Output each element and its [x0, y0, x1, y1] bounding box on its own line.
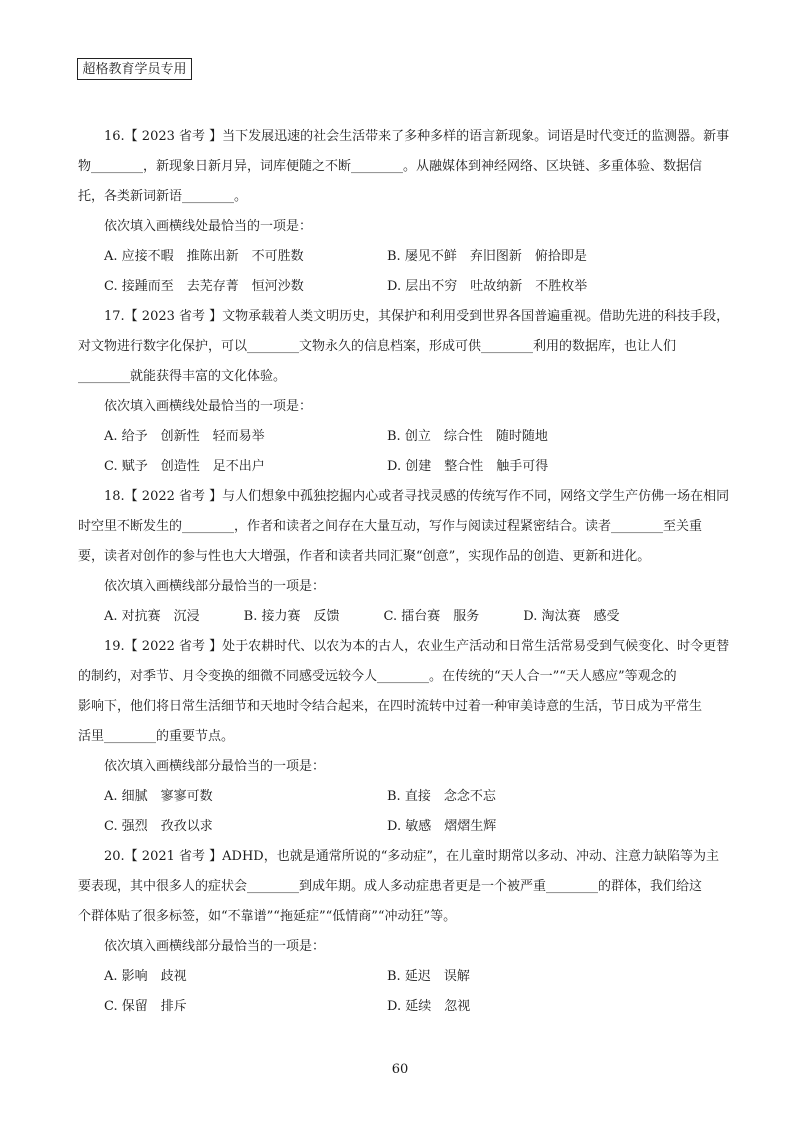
- page-number: 60: [391, 1062, 409, 1077]
- option-a: A. 细腻 寥寥可数: [104, 789, 213, 804]
- option-b: B. 接力赛 反馈: [243, 609, 340, 624]
- question-text-line: 托，各类新词新语________。: [78, 189, 248, 204]
- option-a: A. 给予 创新性 轻而易举: [104, 429, 265, 444]
- question-text-line: 时空里不断发生的________，作者和读者之间存在大量互动，写作与阅读过程紧密结合。读者________至关重: [78, 519, 703, 534]
- option-c: C. 保留 排斥: [104, 999, 187, 1014]
- option-c: C. 赋予 创造性 足不出户: [104, 459, 265, 474]
- option-a: A. 应接不暇 推陈出新 不可胜数: [104, 249, 304, 264]
- question-text-line: 18.【 2022 省考 】与人们想象中孤独挖掘内心或者寻找灵感的传统写作不同，网络文学生产仿佛一场在相同: [104, 489, 730, 504]
- question-text-line: 16.【 2023 省考 】当下发展迅速的社会生活带来了多种多样的语言新现象。词语是时代变迁的监测器。新事: [104, 129, 730, 144]
- question-text-line: 活里________的重要节点。: [78, 729, 235, 744]
- question-prompt: 依次填入画横线部分最恰当的一项是：: [104, 939, 326, 954]
- question-text-line: 对文物进行数字化保护，可以________文物永久的信息档案，形成可供________利用的数据库，也让人们: [78, 339, 677, 354]
- question-text-line: 要，读者对创作的参与性也大大增强，作者和读者共同汇聚“创意”，实现作品的创造、更新和进化。: [78, 549, 651, 564]
- question-prompt: 依次填入画横线部分最恰当的一项是：: [104, 759, 326, 774]
- question-19: [78, 632, 730, 842]
- option-a: A. 影响 歧视: [104, 969, 187, 984]
- question-text-line: 物________，新现象日新月异，词库便随之不断________。从融媒体到神经网络、区块链、多重体验、数据信: [78, 159, 703, 174]
- option-d: D. 创建 整合性 触手可得: [387, 459, 549, 474]
- question-text-line: 要表现，其中很多人的症状会________到成年期。成人多动症患者更是一个被严重________的群体，我们给这: [78, 879, 703, 894]
- option-b: B. 延迟 误解: [387, 969, 470, 984]
- header-tag: 超格教育学员专用: [77, 58, 192, 80]
- question-17: [78, 302, 730, 482]
- question-text-line: 19.【 2022 省考 】处于农耕时代、以农为本的古人，农业生产活动和日常生活常易受到气候变化、时令更替: [104, 639, 730, 654]
- option-a: A. 对抗赛 沉浸: [104, 609, 200, 624]
- question-text-line: 17.【 2023 省考 】文物承载着人类文明历史，其保护和利用受到世界各国普遍重视。借助先进的科技手段，: [104, 309, 730, 324]
- question-18: [78, 482, 730, 632]
- option-b: B. 直接 念念不忘: [387, 789, 496, 804]
- option-b: B. 屡见不鲜 弃旧图新 俯拾即是: [387, 249, 587, 264]
- option-c: C. 擂台赛 服务: [383, 609, 480, 624]
- question-text-line: 的制约，对季节、月令变换的细微不同感受远较今人________。在传统的“天人合一”“天人感应”等观念的: [78, 669, 677, 684]
- question-text-line: ________就能获得丰富的文化体验。: [78, 369, 287, 384]
- option-b: B. 创立 综合性 随时随地: [387, 429, 548, 444]
- option-d: D. 淘汰赛 感受: [523, 609, 620, 624]
- option-c: C. 接踵而至 去芜存菁 恒河沙数: [104, 279, 304, 294]
- option-c: C. 强烈 孜孜以求: [104, 819, 213, 834]
- question-prompt: 依次填入画横线部分最恰当的一项是：: [104, 579, 326, 594]
- option-d: D. 层出不穷 吐故纳新 不胜枚举: [387, 279, 588, 294]
- question-text-line: 20.【 2021 省考 】ADHD，也就是通常所说的“多动症”，在儿童时期常以多动、冲动、注意力缺陷等为主: [104, 849, 720, 864]
- option-d: D. 敏感 熠熠生辉: [387, 819, 497, 834]
- question-prompt: 依次填入画横线处最恰当的一项是：: [104, 219, 313, 234]
- question-20: [78, 842, 720, 1022]
- question-16: [78, 122, 730, 302]
- option-d: D. 延续 忽视: [387, 999, 471, 1014]
- question-text-line: 影响下，他们将日常生活细节和天地时令结合起来，在四时流转中过着一种审美诗意的生活，节日成为平常生: [78, 699, 703, 714]
- question-list: [78, 122, 730, 1022]
- question-text-line: 个群体贴了很多标签，如“不靠谱”“拖延症”“低情商”“冲动狂”等。: [78, 909, 457, 924]
- question-prompt: 依次填入画横线处最恰当的一项是：: [104, 399, 313, 414]
